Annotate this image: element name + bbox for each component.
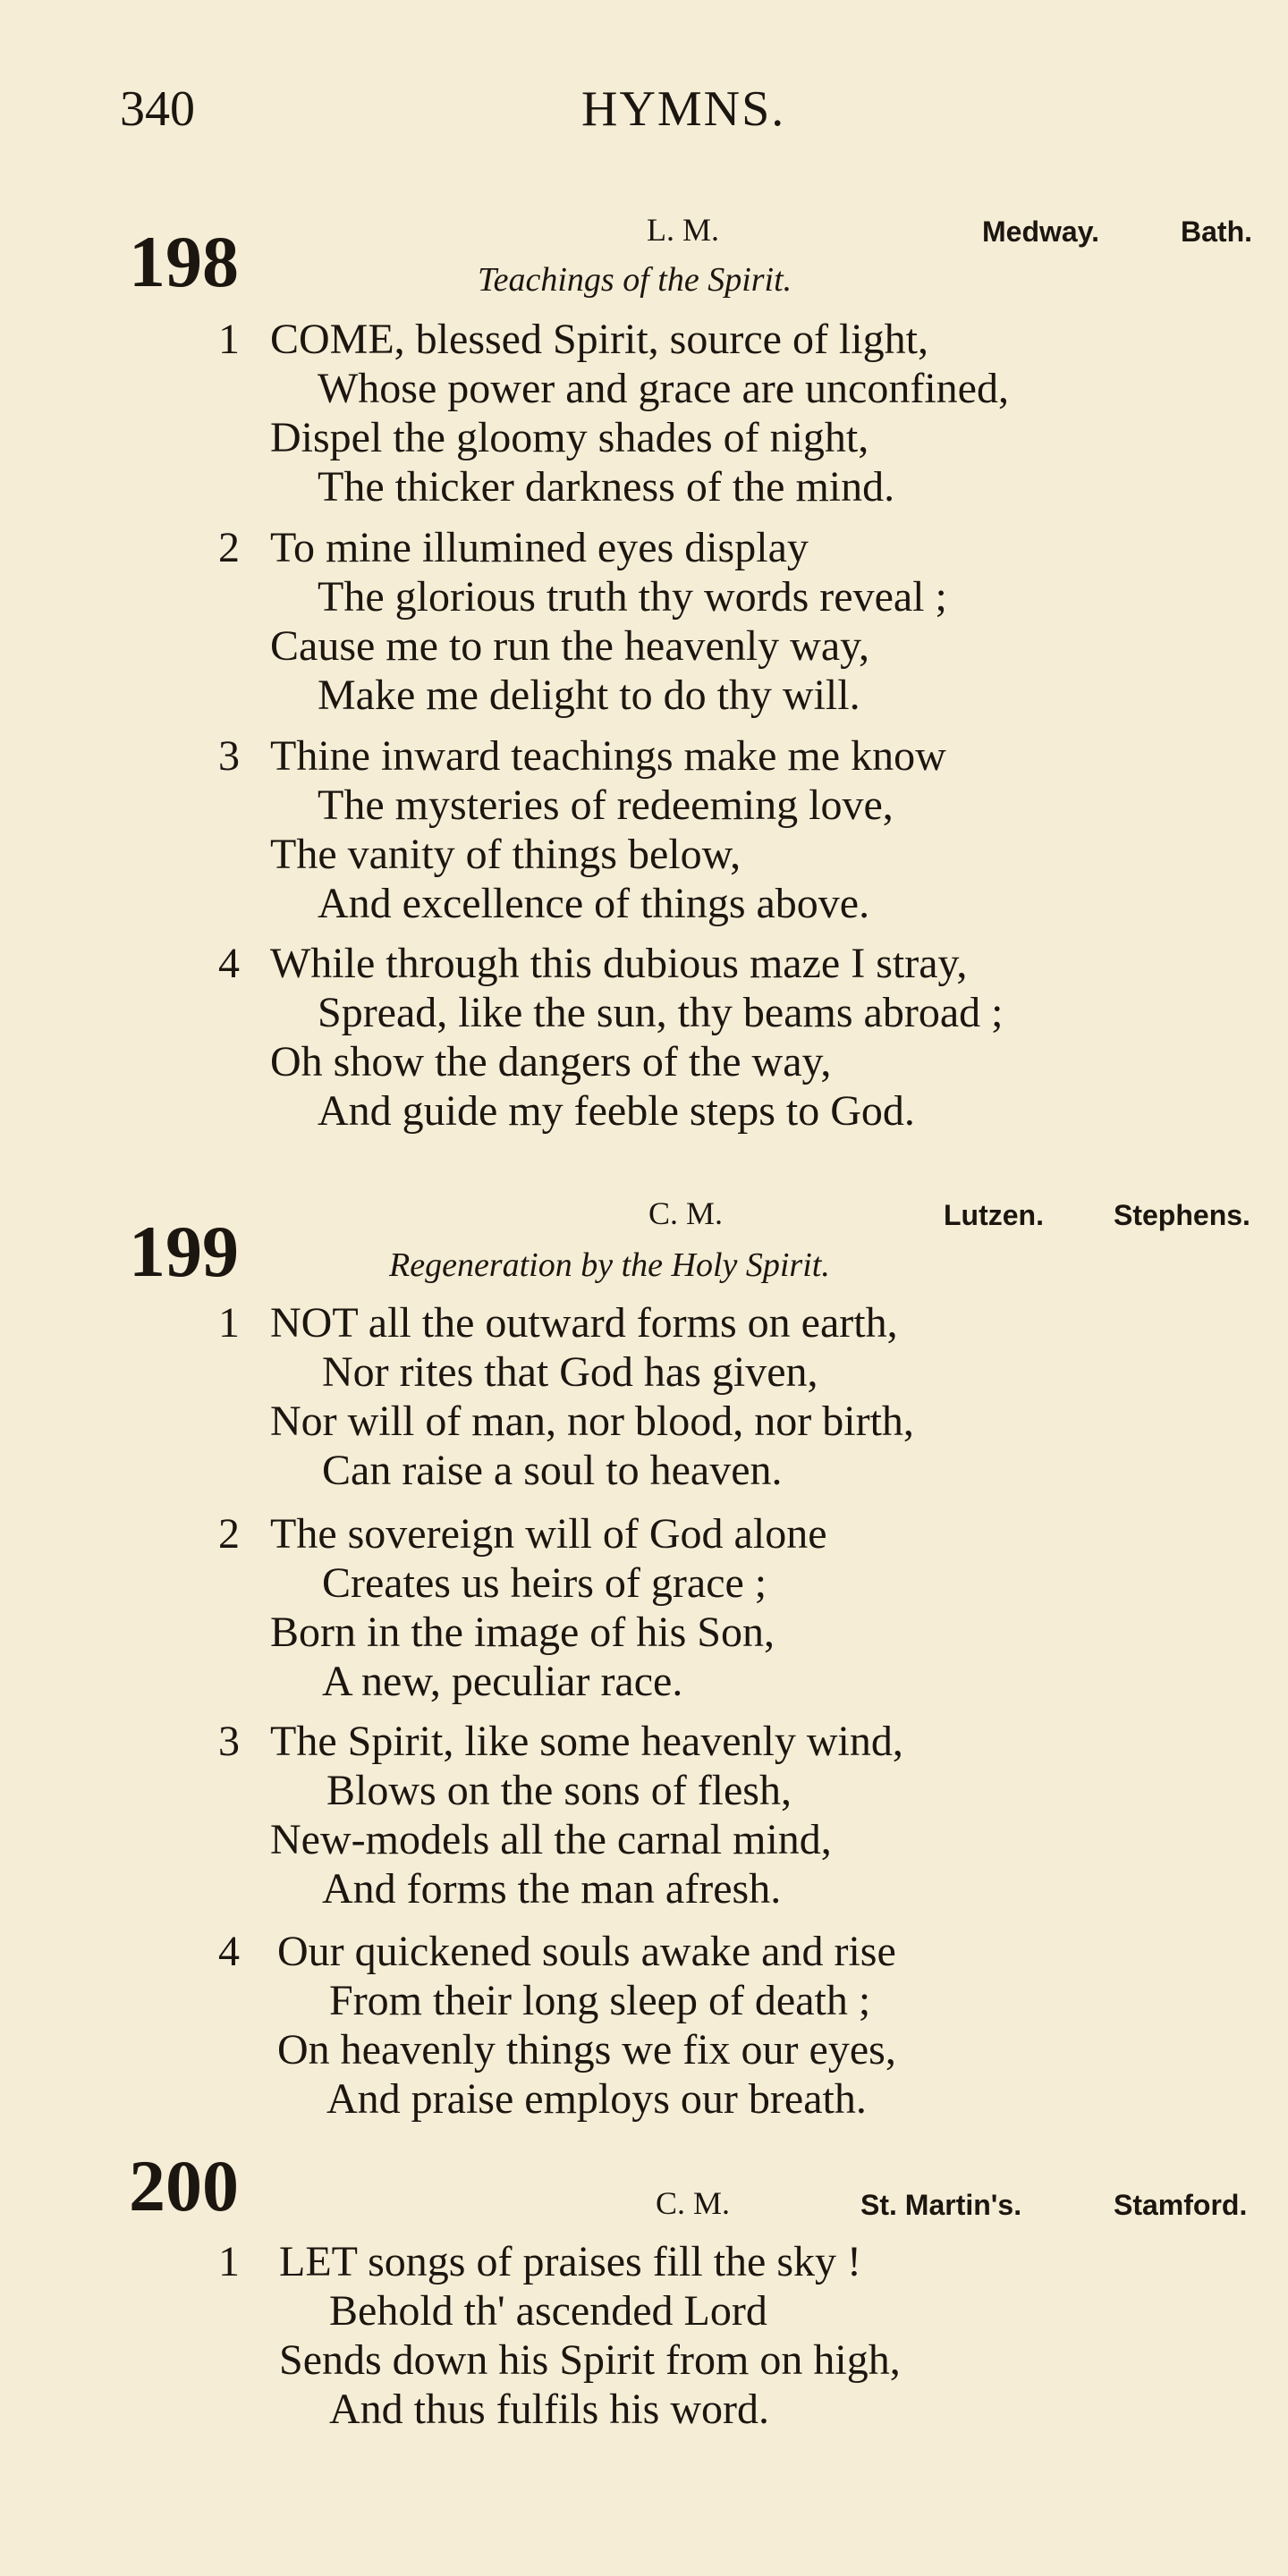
verse-line: Born in the image of his Son, xyxy=(270,1609,775,1656)
verse-line: Cause me to run the heavenly way, xyxy=(270,622,870,670)
hymn-number: 200 xyxy=(129,2145,239,2226)
verse-line: Make me delight to do thy will. xyxy=(318,671,860,719)
stanza-number: 4 xyxy=(218,1928,240,1975)
stanza-number: 2 xyxy=(218,524,240,571)
hymn-number: 198 xyxy=(129,221,239,302)
verse-line: Behold th' ascended Lord xyxy=(329,2287,767,2335)
verse-line: The Spirit, like some heavenly wind, xyxy=(270,1718,903,1765)
verse-line: New-models all the carnal mind, xyxy=(270,1816,832,1863)
stanza-number: 1 xyxy=(218,316,240,363)
hymn-title: Teachings of the Spirit. xyxy=(478,261,792,299)
verse-line: Sends down his Spirit from on high, xyxy=(279,2336,901,2384)
verse-line: On heavenly things we fix our eyes, xyxy=(277,2026,896,2073)
verse-line: The vanity of things below, xyxy=(270,831,741,878)
verse-line: Creates us heirs of grace ; xyxy=(322,1559,767,1607)
tune-name-alt: Bath. xyxy=(1181,215,1252,248)
stanza-number: 4 xyxy=(218,940,240,987)
hymn-meter: L. M. xyxy=(647,212,719,248)
verse-line: And guide my feeble steps to God. xyxy=(318,1087,915,1135)
verse-line: While through this dubious maze I stray, xyxy=(270,940,968,987)
verse-line: And thus fulfils his word. xyxy=(329,2386,769,2433)
stanza-number: 2 xyxy=(218,1510,240,1558)
verse-line: From their long sleep of death ; xyxy=(329,1977,871,2024)
verse-line: The sovereign will of God alone xyxy=(270,1510,827,1558)
stanza-number: 3 xyxy=(218,732,240,780)
tune-name: St. Martin's. xyxy=(860,2189,1022,2221)
verse-line: Our quickened souls awake and rise xyxy=(277,1928,896,1975)
hymn-number: 199 xyxy=(129,1211,239,1292)
tune-name: Lutzen. xyxy=(944,1199,1044,1231)
stanza-number: 1 xyxy=(218,1299,240,1347)
verse-line: NOT all the outward forms on earth, xyxy=(270,1299,898,1347)
verse-line: And excellence of things above. xyxy=(318,880,870,927)
running-head: HYMNS. xyxy=(581,81,786,137)
verse-line: The thicker darkness of the mind. xyxy=(318,463,895,511)
tune-name-alt: Stephens. xyxy=(1114,1199,1250,1231)
stanza-number: 1 xyxy=(218,2238,240,2285)
tune-name: Medway. xyxy=(982,215,1099,248)
verse-line: And praise employs our breath. xyxy=(326,2075,867,2123)
hymn-meter: C. M. xyxy=(648,1195,724,1231)
verse-line: Can raise a soul to heaven. xyxy=(322,1447,783,1494)
verse-line: Dispel the gloomy shades of night, xyxy=(270,414,869,461)
page-number: 340 xyxy=(120,81,195,137)
verse-line: Nor will of man, nor blood, nor birth, xyxy=(270,1398,914,1445)
verse-line: Nor rites that God has given, xyxy=(322,1348,818,1396)
verse-line: A new, peculiar race. xyxy=(322,1658,683,1705)
tune-name-alt: Stamford. xyxy=(1114,2189,1248,2221)
hymn-title: Regeneration by the Holy Spirit. xyxy=(389,1246,830,1284)
verse-line: Spread, like the sun, thy beams abroad ; xyxy=(318,989,1004,1036)
verse-line: The glorious truth thy words reveal ; xyxy=(318,573,947,621)
verse-line: Oh show the dangers of the way, xyxy=(270,1038,832,1085)
verse-line: Blows on the sons of flesh, xyxy=(326,1767,792,1814)
verse-line: LET songs of praises fill the sky ! xyxy=(279,2238,862,2285)
verse-line: The mysteries of redeeming love, xyxy=(318,781,894,829)
hymn-meter: C. M. xyxy=(656,2185,731,2221)
verse-line: To mine illumined eyes display xyxy=(270,524,809,571)
verse-line: Thine inward teachings make me know xyxy=(270,732,946,780)
verse-line: COME, blessed Spirit, source of light, xyxy=(270,316,928,363)
verse-line: Whose power and grace are unconfined, xyxy=(318,365,1009,412)
verse-line: And forms the man afresh. xyxy=(322,1865,782,1913)
stanza-number: 3 xyxy=(218,1718,240,1765)
